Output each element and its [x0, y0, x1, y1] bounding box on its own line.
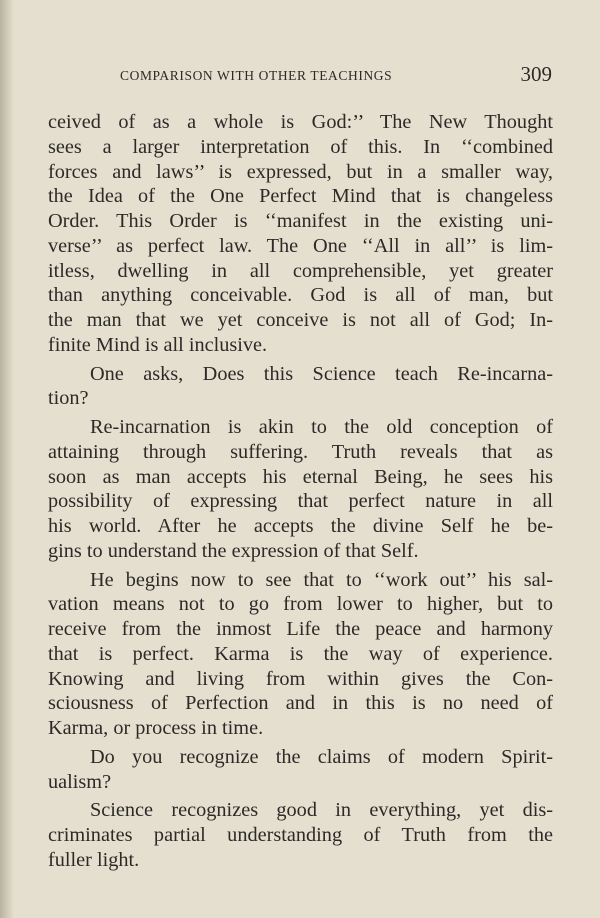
running-header — [120, 62, 552, 92]
text-line: that is perfect. Karma is the way of experience. — [48, 642, 553, 665]
text-line: fuller light. — [48, 848, 140, 871]
page-gutter-shadow — [0, 0, 14, 918]
text-line: finite Mind is all inclusive. — [48, 333, 268, 356]
text-line: ceived of as a whole is God:’’ The New Thought — [48, 111, 553, 133]
text-line: sciousness of Perfection and in this is no need of — [48, 692, 553, 715]
text-line: than anything conceivable. God is all of man, but — [48, 284, 553, 307]
paragraph-first-line: Do you recognize the claims of modern Spirit- — [90, 745, 553, 768]
text-line: forces and laws’’ is expressed, but in a smaller way, — [48, 160, 553, 183]
text-line: the man that we yet conceive is not all of God; In- — [48, 309, 553, 331]
text-line: receive from the inmost Life the peace and harmony — [48, 618, 553, 640]
page-body-text — [48, 110, 553, 873]
page-number: 309 — [520, 62, 552, 86]
text-line: his world. After he accepts the divine Self he be- — [48, 515, 553, 537]
text-line: gins to understand the expression of that Self. — [48, 539, 419, 562]
text-line: sees a larger interpretation of this. In ‘‘combined — [48, 135, 553, 158]
text-line: itless, dwelling in all comprehensible, yet greater — [48, 259, 553, 282]
text-line: soon as man accepts his eternal Being, he sees his — [48, 465, 553, 488]
paragraph-first-line: One asks, Does this Science teach Re-incarna- — [90, 362, 553, 385]
text-line: tion? — [48, 387, 89, 410]
paragraph-first-line: Re-incarnation is akin to the old conception of — [90, 416, 553, 438]
text-line: verse’’ as perfect law. The One ‘‘All in all’’ is lim- — [48, 234, 553, 257]
text-line: attaining through suffering. Truth reveals that as — [48, 440, 553, 463]
text-line: the Idea of the One Perfect Mind that is changeless — [48, 185, 553, 208]
text-line: possibility of expressing that perfect nature in all — [48, 490, 553, 513]
text-line: criminates partial understanding of Truth from the — [48, 824, 553, 846]
text-line: Order. This Order is ‘‘manifest in the existing uni- — [48, 210, 553, 232]
paragraph-first-line: Science recognizes good in everything, yet dis- — [90, 799, 553, 822]
text-line: Karma, or process in time. — [48, 717, 264, 739]
text-line: vation means not to go from lower to higher, but to — [48, 593, 553, 616]
text-line: Knowing and living from within gives the Con- — [48, 667, 553, 690]
paragraph-first-line: He begins now to see that to ‘‘work out’’ his sal- — [90, 568, 553, 591]
text-line: ualism? — [48, 770, 112, 793]
running-title: COMPARISON WITH OTHER TEACHINGS — [120, 68, 393, 83]
